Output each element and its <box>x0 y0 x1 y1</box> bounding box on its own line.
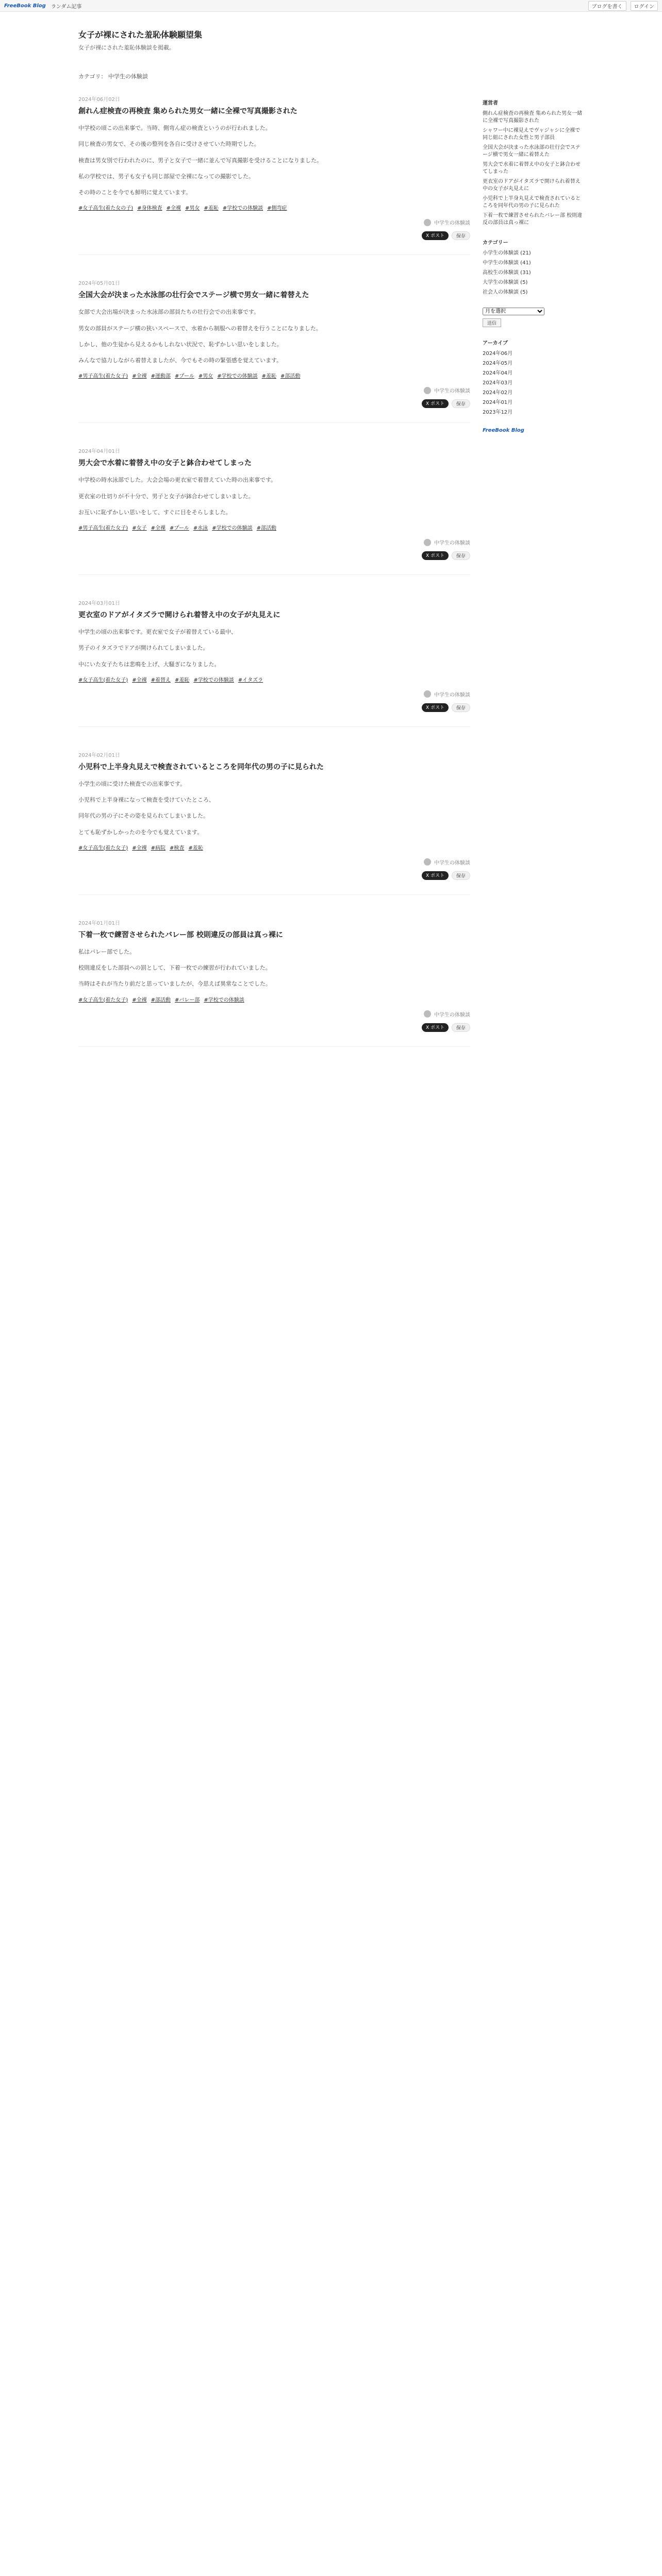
tag-link[interactable]: #学校での体験談 <box>222 206 263 212</box>
login-button[interactable]: ログイン <box>631 1 658 11</box>
entry-author[interactable]: 中学生の体験談 <box>434 692 470 698</box>
tag-link[interactable]: #全裸 <box>166 206 181 212</box>
tag-link[interactable]: #全裸 <box>132 677 147 683</box>
archive-item[interactable]: 2024年05月 <box>483 361 513 366</box>
entry-meta <box>78 538 470 546</box>
tag-link[interactable]: #全裸 <box>132 845 147 851</box>
entry <box>78 599 470 727</box>
save-button[interactable]: 保存 <box>452 1023 470 1032</box>
category-item[interactable]: 大学生の体験談 (5) <box>483 280 528 285</box>
entry-title[interactable]: 下着一枚で練習させられたバレー部 校則違反の部員は真っ裸に <box>78 930 283 939</box>
entry-paragraph: 当時はそれが当たり前だと思っていましたが、今思えば異常なことでした。 <box>78 980 271 988</box>
entry-tags <box>78 523 470 531</box>
entry-date: 2024年05月01日 <box>78 281 120 287</box>
archive-month-select[interactable] <box>483 308 544 315</box>
share-buttons <box>78 551 470 560</box>
tag-link[interactable]: #学校での体験談 <box>193 677 234 683</box>
tag-link[interactable]: #学校での体験談 <box>204 997 244 1003</box>
category-list-heading: カテゴリー <box>483 240 508 246</box>
tag-link[interactable]: #女子高生(着た女子) <box>78 845 128 851</box>
tag-link[interactable]: #男女 <box>185 206 200 212</box>
recent-post-item[interactable]: 更衣室のドアがイタズラで開けられ着替え中の女子が丸見えに <box>483 179 581 192</box>
sidebar <box>483 21 584 1071</box>
entry <box>78 919 470 1047</box>
tag-link[interactable]: #羞恥 <box>204 206 219 212</box>
entry-paragraph: 男女の部員がステージ横の狭いスペースで、水着から制服への着替えを行うことになりました。 <box>78 325 322 332</box>
archive-item[interactable]: 2024年03月 <box>483 380 513 386</box>
entry-paragraph: とても恥ずかしかったのを今でも覚えています。 <box>78 828 203 836</box>
entry-title[interactable]: 全国大会が決まった水泳部の壮行会でステージ横で男女一緒に着替えた <box>78 291 309 300</box>
entry-date: 2024年03月01日 <box>78 601 120 606</box>
site-logo[interactable]: FreeBook Blog <box>4 3 46 9</box>
save-button[interactable]: 保存 <box>452 551 470 560</box>
entry-paragraph: みんなで協力しながら着替えましたが、今でもその時の緊張感を覚えています。 <box>78 357 283 364</box>
entry-meta <box>78 858 470 866</box>
tag-link[interactable]: #水泳 <box>193 526 208 531</box>
entry-author[interactable]: 中学生の体験談 <box>434 860 470 866</box>
entry-paragraph: 検査は男女別で行われたのに、男子と女子で一緒に並んで写真撮影を受けることになりました。 <box>78 157 322 164</box>
tag-link[interactable]: #部活動 <box>256 526 277 531</box>
entry-paragraph: 私はバレー部でした。 <box>78 948 135 955</box>
archive-item[interactable]: 2024年02月 <box>483 390 513 396</box>
category-item[interactable]: 小学生の体験談 (21) <box>483 250 531 256</box>
author-avatar <box>424 219 431 226</box>
entry-paragraph: お互いに恥ずかしい思いをして、すぐに目をそらしました。 <box>78 509 231 516</box>
tag-link[interactable]: #女子 <box>132 526 147 531</box>
entry-tags <box>78 371 470 379</box>
author-avatar <box>424 690 431 698</box>
tag-link[interactable]: #学校での体験談 <box>212 526 253 531</box>
tag-link[interactable]: #羞恥 <box>174 677 190 683</box>
entry-tags <box>78 204 470 211</box>
tag-link[interactable]: #全裸 <box>151 526 166 531</box>
entry-paragraph: 男子のイタズラでドアが開けられてしまいました。 <box>78 645 209 652</box>
category-heading: カテゴリ： 中学生の体験談 <box>78 73 148 80</box>
recent-post-item[interactable]: 側れん症検査の再検査 集められた男女一緒に全裸で写真撮影された <box>483 111 583 124</box>
entry-author[interactable]: 中学生の体験談 <box>434 388 470 395</box>
tag-link[interactable]: #全裸 <box>132 374 147 380</box>
tag-link[interactable]: #男子高生(着た女子) <box>78 374 128 380</box>
main-column <box>78 21 470 1071</box>
save-button[interactable]: 保存 <box>452 399 470 408</box>
tag-link[interactable]: #部活動 <box>151 997 171 1003</box>
recent-post-item[interactable]: 男大会で水着に着替え中の女子と鉢合わせてしまった <box>483 162 581 175</box>
tag-link[interactable]: #イタズラ <box>238 677 263 683</box>
archive-item[interactable]: 2024年01月 <box>483 400 513 405</box>
entry-tags <box>78 995 470 1003</box>
entry-author[interactable]: 中学生の体験談 <box>434 221 470 227</box>
recent-post-item[interactable]: 小児科で上半身丸見えで検査されているところを同年代の男の子に見られた <box>483 196 581 209</box>
entry-title[interactable]: 小児科で上半身丸見えで検査されているところを同年代の男の子に見られた <box>78 762 324 771</box>
x-share-button[interactable]: X ポスト <box>422 703 449 712</box>
entry-paragraph: 小児科で上半身裸になって検査を受けていたところ、 <box>78 796 214 803</box>
tag-link[interactable]: #女子高生(着た女の子) <box>78 206 134 212</box>
entry-tags <box>78 843 470 851</box>
entry-paragraph: 中学生の頃の出来事です。更衣室で女子が着替えている最中、 <box>78 629 237 635</box>
author-avatar <box>424 1010 431 1018</box>
entry-paragraph: 中にいた女子たちは悲鳴を上げ、大騒ぎになりました。 <box>78 660 220 668</box>
page-wrap <box>78 12 584 1071</box>
top-bar-right <box>588 1 658 11</box>
entry <box>78 447 470 575</box>
entry-list <box>78 95 470 1047</box>
author-avatar <box>424 387 431 394</box>
x-share-button[interactable]: X ポスト <box>422 1023 449 1032</box>
x-share-button[interactable]: X ポスト <box>422 399 449 408</box>
x-share-button[interactable]: X ポスト <box>422 231 449 240</box>
top-bar <box>0 0 662 12</box>
tag-link[interactable]: #検査 <box>169 845 185 851</box>
recent-post-item[interactable]: 全国大会が決まった水泳部の壮行会でステージ横で男女一緒に着替えた <box>483 145 581 158</box>
entry-date: 2024年06月02日 <box>78 97 120 103</box>
tag-link[interactable]: #部活動 <box>280 374 301 380</box>
archive-list <box>483 350 584 416</box>
entry-title[interactable]: 創れん症検査の再検査 集められた男女一緒に全裸で写真撮影された <box>78 107 297 115</box>
x-share-button[interactable]: X ポスト <box>422 871 449 880</box>
tag-link[interactable]: #学校での体験談 <box>217 374 258 380</box>
archive-heading: アーカイブ <box>483 341 508 346</box>
category-item[interactable]: 社会人の体験談 (5) <box>483 290 528 295</box>
entry-paragraph: 同じ検査の男女で、その後の整列を各自に受けさせていた時期でした。 <box>78 141 260 148</box>
recent-post-item[interactable]: 下着一枚で練習させられたバレー部 校則違反の部員は真っ裸に <box>483 213 583 226</box>
top-bar-left <box>4 2 81 10</box>
share-buttons <box>78 871 470 880</box>
entry-paragraph: 私の学校では、男子も女子も同じ部屋で全裸になっての撮影でした。 <box>78 173 254 180</box>
tag-link[interactable]: #全裸 <box>132 997 147 1003</box>
entry-date: 2024年01月01日 <box>78 920 120 926</box>
category-list <box>483 250 584 296</box>
tag-link[interactable]: #病院 <box>151 845 166 851</box>
entry-author[interactable]: 中学生の体験談 <box>434 1012 470 1018</box>
category-item[interactable]: 中学生の体験談 (41) <box>483 260 531 266</box>
entry <box>78 95 470 255</box>
entry-paragraph: 中学校の時水泳部でした。大会会場の更衣室で着替えていた時の出来事です。 <box>78 477 277 484</box>
entry-paragraph: 更衣室の仕切りが不十分で、男子と女子が鉢合わせてしまいました。 <box>78 493 254 500</box>
site-title[interactable]: 女子が裸にされた羞恥体験願望集 <box>78 30 203 40</box>
entry-paragraph: 小学生の頃に受けた検査での出来事です。 <box>78 780 186 787</box>
author-avatar <box>424 858 431 866</box>
profile-heading: 運営者 <box>483 100 498 106</box>
entry-paragraph: 校則違反をした部員への罰として、下着一枚での練習が行われていました。 <box>78 964 271 971</box>
tag-link[interactable]: #羞恥 <box>261 374 277 380</box>
tag-link[interactable]: #身体検査 <box>137 206 162 212</box>
share-buttons <box>78 703 470 712</box>
entry-paragraph: 中学校の頃この出来事で。当時、側弯ん症の検査というのが行われました。 <box>78 125 271 131</box>
share-buttons <box>78 231 470 240</box>
entry-meta <box>78 1010 470 1018</box>
entry-paragraph: しかし、他の生徒から見えるかもしれない状況で、恥ずかしい思いをしました。 <box>78 341 283 348</box>
entry-paragraph: 同年代の男の子にその姿を見られてしまいました。 <box>78 812 209 820</box>
entry-paragraph: 女部で大会出場が決まった水泳部の部員たちの壮行会での出来事です。 <box>78 309 260 316</box>
tag-link[interactable]: #着替え <box>151 677 171 683</box>
entry-meta <box>78 218 470 226</box>
tag-link[interactable]: #運動部 <box>151 374 171 380</box>
entry <box>78 751 470 895</box>
tag-link[interactable]: #女子高生(着た女子) <box>78 997 128 1003</box>
entry-title[interactable]: 男大会で水着に着替え中の女子と鉢合わせてしまった <box>78 459 252 468</box>
save-button[interactable]: 保存 <box>452 703 470 712</box>
tag-link[interactable]: #男女 <box>198 374 213 380</box>
save-button[interactable]: 保存 <box>452 231 470 240</box>
site-description: 女子が裸にされた羞恥体験談を掲載。 <box>78 44 175 51</box>
share-buttons <box>78 399 470 408</box>
x-share-button[interactable]: X ポスト <box>422 551 449 560</box>
entry-date: 2024年04月01日 <box>78 449 120 455</box>
tag-link[interactable]: #男子高生(着た女子) <box>78 526 128 531</box>
archive-submit-button[interactable]: 送信 <box>483 318 501 327</box>
sidebar-logo: FreeBook Blog <box>483 428 524 433</box>
tag-link[interactable]: #プール <box>174 374 194 380</box>
entry-paragraph: その時のことを今でも鮮明に覚えています。 <box>78 189 192 196</box>
entry-date: 2024年02月01日 <box>78 752 120 758</box>
entry-meta <box>78 386 470 394</box>
tag-link[interactable]: #プール <box>169 526 189 531</box>
author-avatar <box>424 539 431 546</box>
tag-link[interactable]: #羞恥 <box>188 845 203 851</box>
recent-posts-list <box>483 110 584 227</box>
archive-item[interactable]: 2024年04月 <box>483 370 513 376</box>
entry <box>78 279 470 423</box>
save-button[interactable]: 保存 <box>452 871 470 880</box>
tag-link[interactable]: #側弯症 <box>267 206 287 212</box>
archive-item[interactable]: 2023年12月 <box>483 410 513 415</box>
tag-link[interactable]: #バレー部 <box>174 997 200 1003</box>
entry-author[interactable]: 中学生の体験談 <box>434 540 470 546</box>
random-article-link[interactable]: ランダム記事 <box>51 4 82 10</box>
category-item[interactable]: 高校生の体験談 (31) <box>483 270 531 276</box>
write-blog-button[interactable]: ブログを書く <box>588 1 626 11</box>
recent-post-item[interactable]: シャワー中に裸見えでヴャジャシに全裸で同じ組にされた女性と男子部員 <box>483 128 581 141</box>
archive-item[interactable]: 2024年06月 <box>483 351 513 357</box>
entry-meta <box>78 690 470 698</box>
tag-link[interactable]: #女子高生(着た女子) <box>78 677 128 683</box>
entry-tags <box>78 675 470 683</box>
entry-title[interactable]: 更衣室のドアがイタズラで開けられ着替え中の女子が丸見えに <box>78 611 280 619</box>
share-buttons <box>78 1023 470 1032</box>
